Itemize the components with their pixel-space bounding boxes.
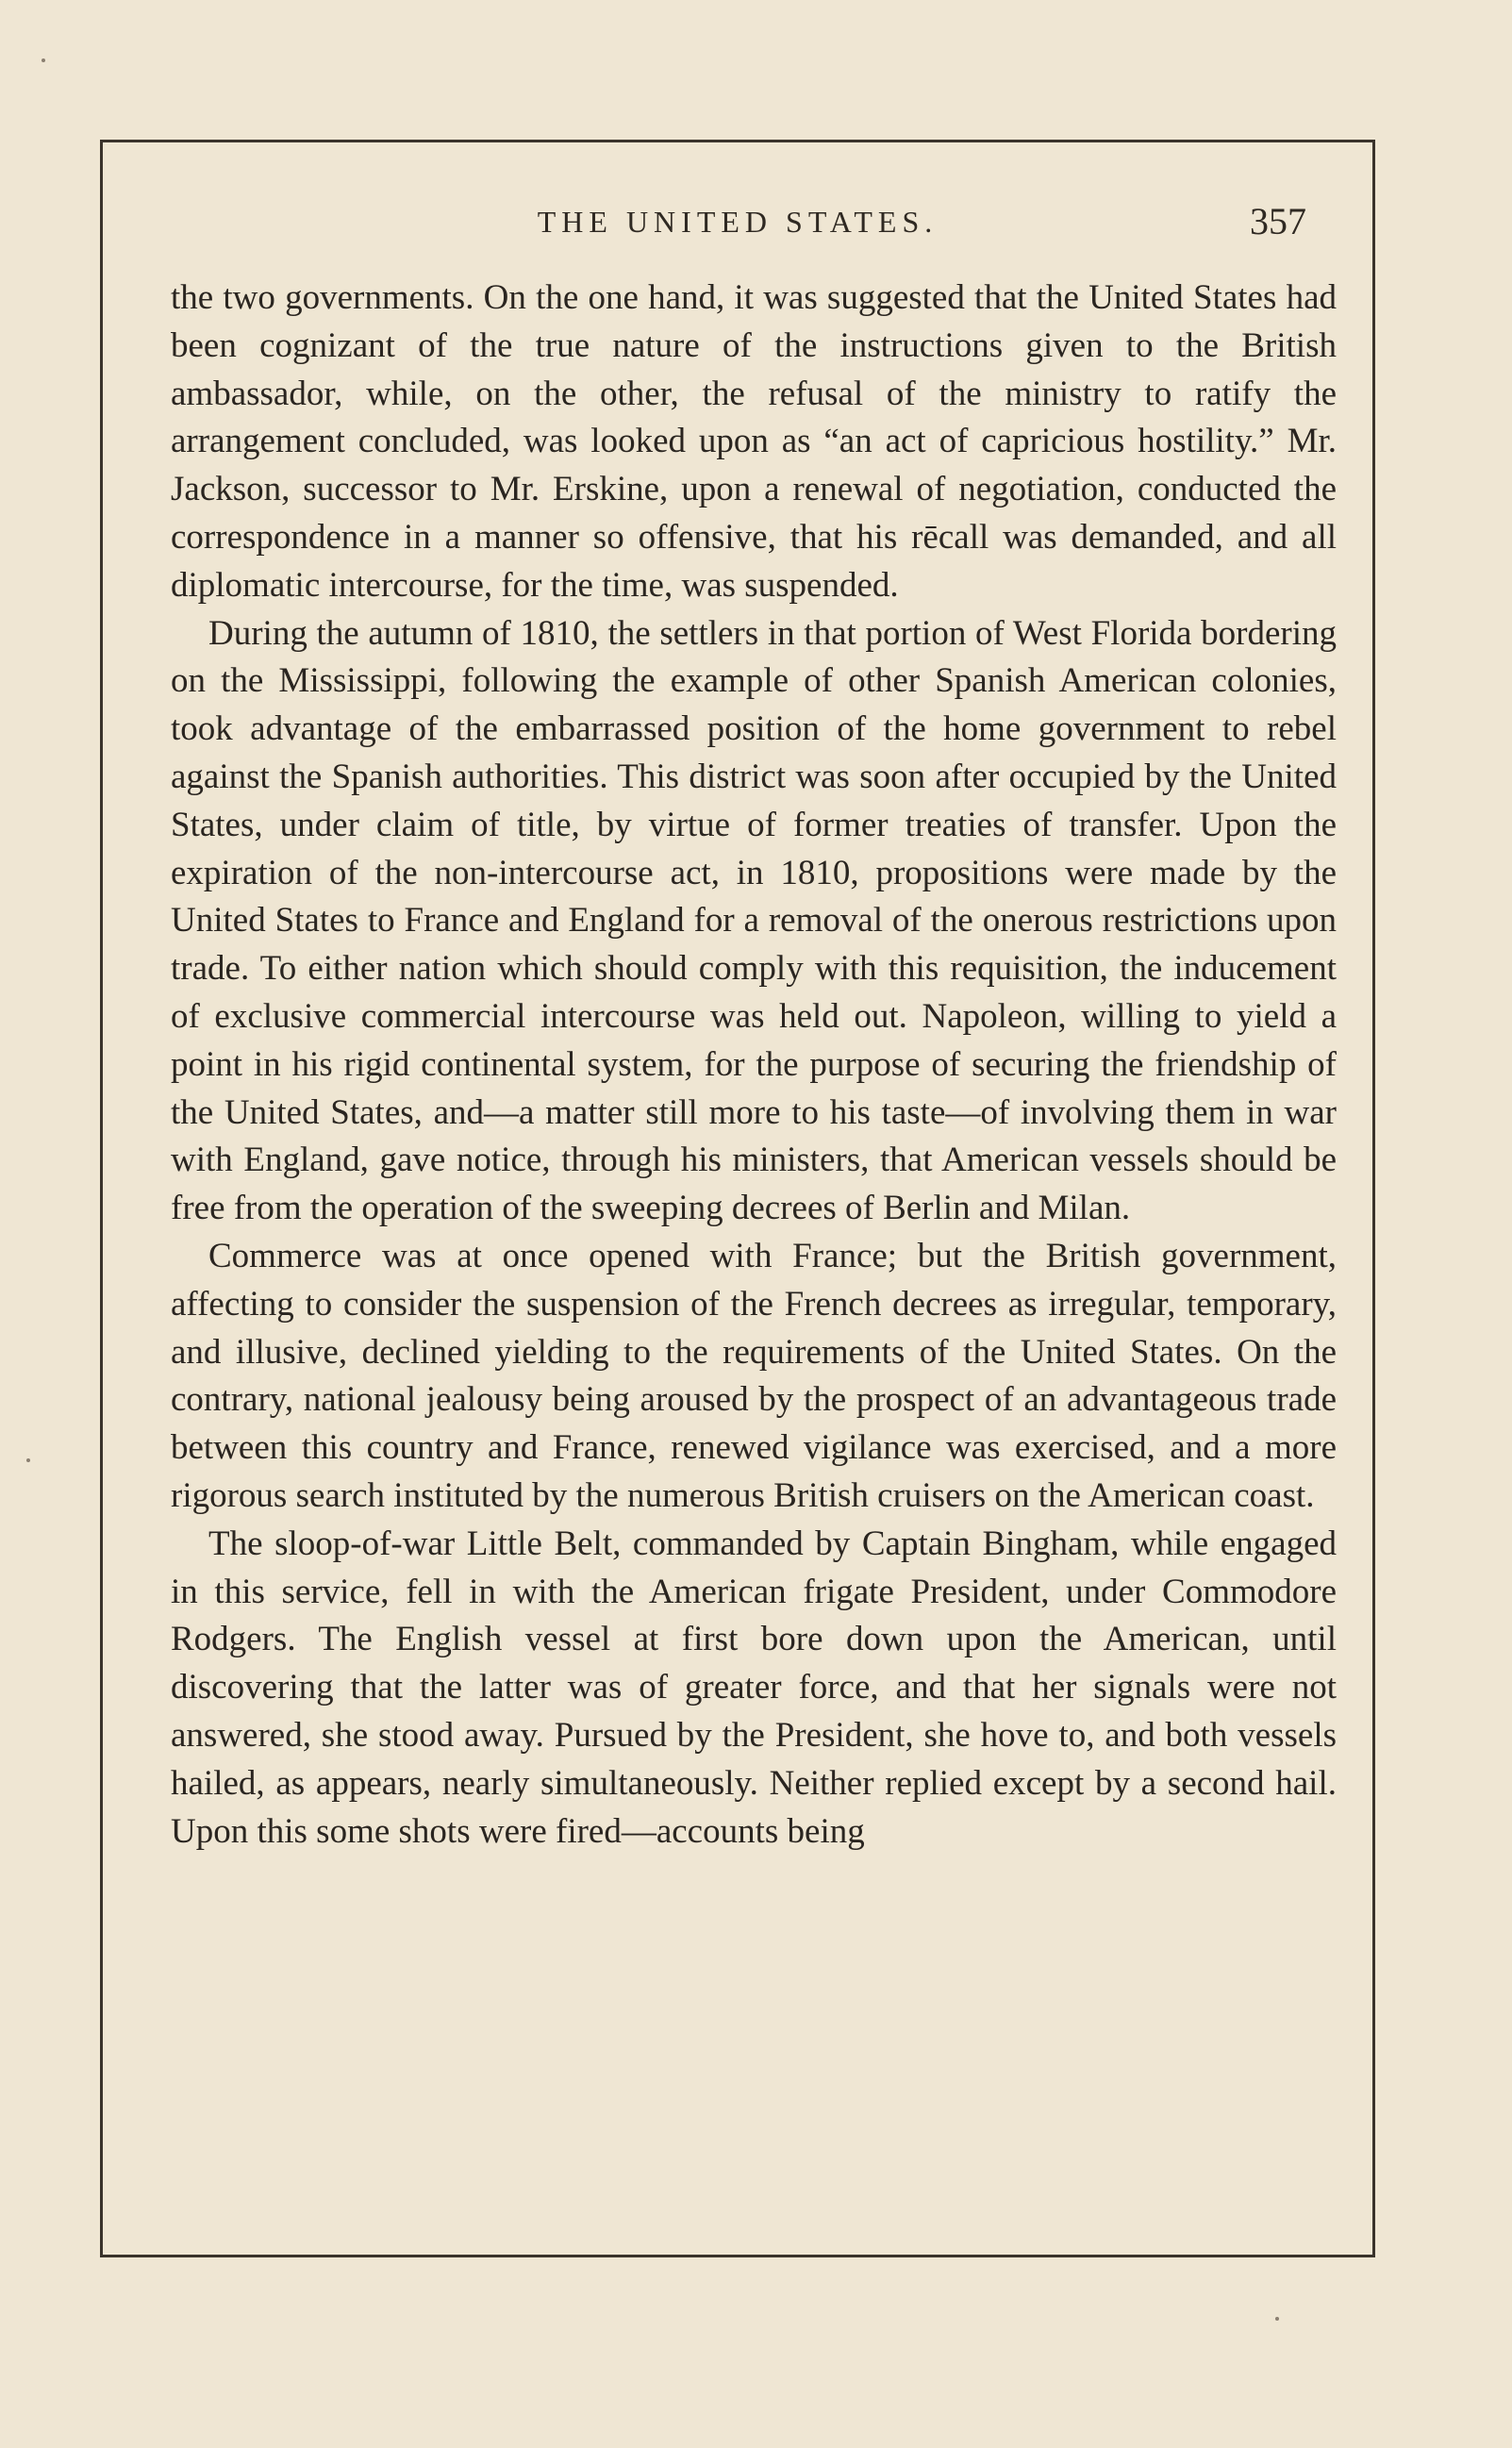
paper-speck xyxy=(42,58,45,62)
paragraph-1: the two governments. On the one hand, it was suggested that the United States had been cognizant of the true nature of the instructions given to the British ambassador, while, on the other, the refusal of the ministry to ratify the arrangement concluded, was looked upon as “an act of capricious hostility.” Mr. Jackson, successor to Mr. Erskine, upon a renewal of negotiation, conducted the correspondence in a manner so offensive, that his rēcall was demanded, and all diplomatic intercourse, for the time, was suspended. xyxy=(171,278,1337,605)
running-head xyxy=(103,205,1372,240)
running-title: THE UNITED STATES. xyxy=(537,205,939,239)
paper-speck xyxy=(1275,2317,1279,2321)
paragraph-2: During the autumn of 1810, the settlers in that portion of West Florida bordering on the Mississippi, following the example of other Spanish American colonies, took advantage of the embarrassed position of the home government to rebel against the Spanish authorities. This district was soon after occupied by the United States, under claim of title, by virtue of former treaties of transfer. Upon the expiration of the non-intercourse act, in 1810, propositions were made by the United States to France and England for a removal of the onerous restrictions upon trade. To either nation which should comply with this requisition, the inducement of exclusive commercial intercourse was held out. Napoleon, willing to yield a point in his rigid continental system, for the purpose of securing the friendship of the United States, and—a matter still more to his taste—of involving them in war with England, gave notice, through his ministers, that American vessels should be free from the operation of the sweeping decrees of Berlin and Milan. xyxy=(171,613,1337,1228)
paper-speck xyxy=(26,1458,30,1462)
page-frame xyxy=(100,140,1375,2257)
page-number: 357 xyxy=(1250,200,1306,242)
paragraph-4: The sloop-of-war Little Belt, commanded by Captain Bingham, while engaged in this service, fell in with the American frigate President, under Commodore Rodgers. The English vessel at first bore down upon the American, until discovering that the latter was of greater force, and that her signals were not answered, she stood away. Pursued by the President, she hove to, and both vessels hailed, as appears, nearly simultaneously. Neither replied except by a second hail. Upon this some shots were fired—accounts being xyxy=(171,1524,1337,1851)
body-text xyxy=(171,275,1337,1856)
paragraph-3: Commerce was at once opened with France; but the British government, affecting to consider the suspension of the French decrees as irregular, temporary, and illusive, declined yielding to the requirements of the United States. On the contrary, national jealousy being aroused by the prospect of an advantageous trade between this country and France, renewed vigilance was exercised, and a more rigorous search instituted by the numerous British cruisers on the American coast. xyxy=(171,1236,1337,1515)
